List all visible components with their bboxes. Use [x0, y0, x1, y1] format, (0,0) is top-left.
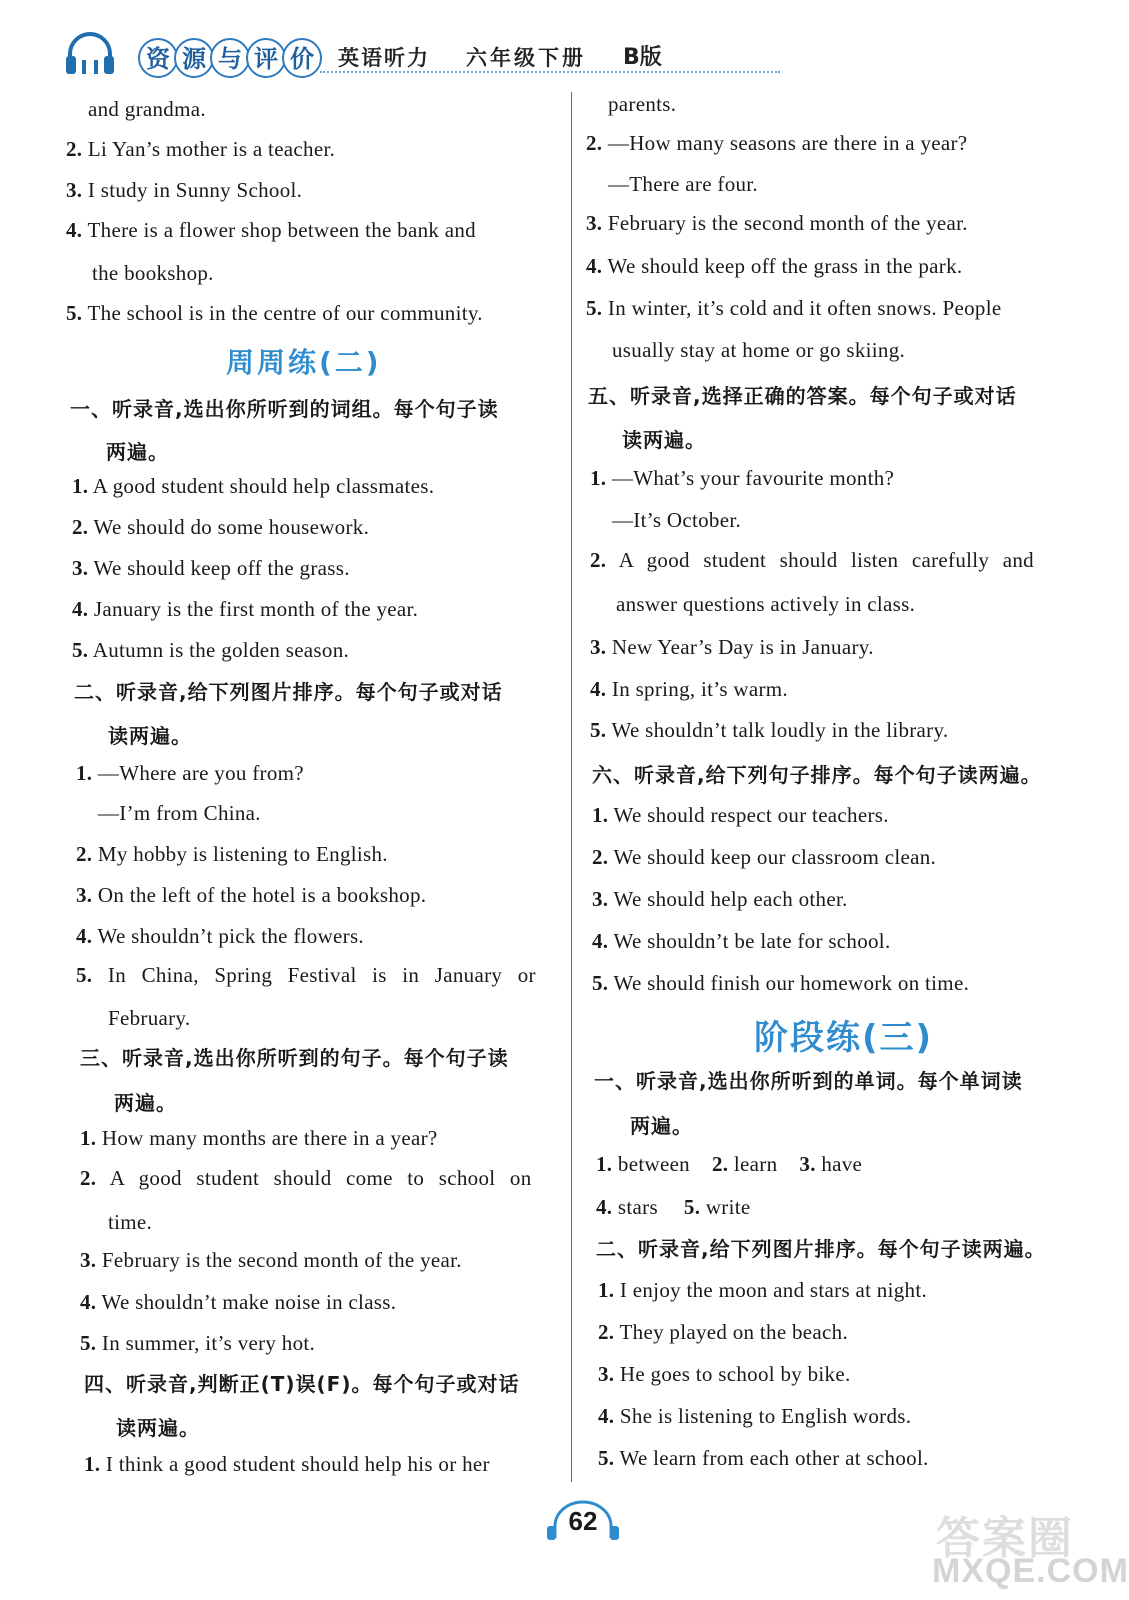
- item-text: January is the first month of the year.: [93, 597, 419, 621]
- item-number: 4.: [586, 254, 603, 278]
- item-number: 1.: [596, 1152, 613, 1176]
- list-item: [72, 515, 369, 540]
- list-item: [616, 592, 915, 617]
- item-text: In China, Spring Festival is in January or: [107, 963, 536, 987]
- brand-char: 评: [246, 38, 286, 78]
- item-text: The school is in the centre of our community.: [87, 301, 483, 325]
- list-item: [590, 466, 894, 491]
- headphones-icon: [64, 30, 116, 78]
- section-heading: 读两遍。: [116, 1416, 200, 1440]
- item-text: They played on the beach.: [619, 1320, 849, 1344]
- item-text: have: [821, 1152, 863, 1176]
- word-row: [596, 1195, 751, 1220]
- item-number: 1.: [84, 1452, 101, 1476]
- section-heading: 一、听录音,选出你所听到的词组。每个句子读: [70, 397, 499, 421]
- list-item: [586, 296, 1001, 321]
- section-heading: 两遍。: [114, 1091, 177, 1115]
- item-number: 2.: [586, 131, 603, 155]
- list-item: [598, 1320, 848, 1345]
- item-text: There is a flower shop between the bank and: [87, 218, 476, 242]
- list-item: [76, 761, 304, 786]
- item-number: 1.: [80, 1126, 97, 1150]
- list-item: [608, 92, 676, 117]
- item-number: 1.: [72, 474, 89, 498]
- list-item: [586, 254, 962, 279]
- column-divider: [571, 92, 572, 1482]
- item-number: 2.: [76, 842, 93, 866]
- list-item: [592, 971, 969, 996]
- list-item: [80, 1166, 532, 1191]
- item-number: 4.: [76, 924, 93, 948]
- item-number: 5.: [80, 1331, 97, 1355]
- item-text: In spring, it’s warm.: [611, 677, 788, 701]
- item-number: 1.: [590, 466, 607, 490]
- list-item: [108, 1210, 152, 1235]
- list-item: [592, 929, 891, 954]
- header-edition: B版: [623, 45, 662, 70]
- item-text: Autumn is the golden season.: [92, 638, 350, 662]
- item-number: 2.: [590, 548, 607, 572]
- item-number: 3.: [592, 887, 609, 911]
- item-number: 2.: [80, 1166, 97, 1190]
- brand-logo: [138, 38, 318, 78]
- list-item: [608, 172, 758, 197]
- item-text: stars: [617, 1195, 658, 1219]
- item-text: time.: [108, 1210, 153, 1234]
- item-text: We should keep off the grass in the park.: [607, 254, 963, 278]
- section-heading: 四、听录音,判断正(T)误(F)。每个句子或对话: [84, 1372, 520, 1396]
- list-item: [612, 338, 905, 363]
- section-heading: 二、听录音,给下列图片排序。每个句子或对话: [74, 680, 503, 704]
- list-item: [76, 963, 536, 988]
- item-text: A good student should help classmates.: [92, 474, 435, 498]
- item-number: 3.: [72, 556, 89, 580]
- list-item: [598, 1362, 851, 1387]
- item-number: 2.: [66, 137, 83, 161]
- list-item: [586, 211, 968, 236]
- brand-char: 源: [174, 38, 214, 78]
- item-number: 5.: [66, 301, 83, 325]
- item-number: 5.: [592, 971, 609, 995]
- item-number: 1.: [76, 761, 93, 785]
- item-text: I think a good student should help his or her: [105, 1452, 490, 1476]
- item-text: —It’s October.: [612, 508, 742, 532]
- list-item: [108, 1006, 190, 1031]
- page-number-badge: [545, 1498, 621, 1542]
- list-item: [590, 718, 948, 743]
- item-text: We shouldn’t make noise in class.: [101, 1290, 397, 1314]
- section-title: 阶段练(三): [754, 1018, 934, 1058]
- item-text: My hobby is listening to English.: [97, 842, 388, 866]
- item-number: 3.: [76, 883, 93, 907]
- item-text: the bookshop.: [92, 261, 214, 285]
- list-item: [72, 638, 349, 663]
- list-item: [84, 1452, 490, 1477]
- item-text: I study in Sunny School.: [87, 178, 303, 202]
- item-text: write: [705, 1195, 751, 1219]
- page-header: [0, 0, 1105, 85]
- item-number: 4.: [80, 1290, 97, 1314]
- item-text: We should finish our homework on time.: [613, 971, 970, 995]
- list-item: [76, 883, 426, 908]
- list-item: [80, 1290, 396, 1315]
- list-item: [590, 677, 788, 702]
- item-number: 3.: [66, 178, 83, 202]
- header-divider: [320, 71, 780, 73]
- item-number: 5.: [586, 296, 603, 320]
- list-item: [592, 845, 936, 870]
- watermark-symbols: 答案圈: [936, 1513, 1074, 1564]
- list-item: [80, 1126, 438, 1151]
- brand-char: 资: [138, 38, 178, 78]
- list-item: [590, 548, 1034, 573]
- item-text: usually stay at home or go skiing.: [612, 338, 906, 362]
- item-text: We shouldn’t be late for school.: [613, 929, 891, 953]
- item-number: 2.: [711, 1152, 729, 1176]
- list-item: [72, 556, 350, 581]
- item-text: We should keep our classroom clean.: [613, 845, 937, 869]
- section-heading: 五、听录音,选择正确的答案。每个句子或对话: [588, 384, 1017, 408]
- item-text: —How many seasons are there in a year?: [607, 131, 968, 155]
- item-number: 3.: [799, 1152, 816, 1176]
- item-number: 4.: [596, 1195, 613, 1219]
- brand-char: 与: [210, 38, 250, 78]
- item-number: 2.: [598, 1320, 615, 1344]
- item-text: She is listening to English words.: [619, 1404, 912, 1428]
- list-item: [72, 597, 418, 622]
- item-text: A good student should listen carefully and: [618, 548, 1034, 572]
- list-item: [80, 1248, 462, 1273]
- section-heading: 一、听录音,选出你所听到的单词。每个单词读: [594, 1069, 1023, 1093]
- item-number: 3.: [586, 211, 603, 235]
- list-item: [592, 887, 848, 912]
- item-number: 1.: [592, 803, 609, 827]
- list-item: [66, 301, 483, 326]
- list-item: [590, 635, 874, 660]
- item-number: 3.: [590, 635, 607, 659]
- section-heading: 读两遍。: [108, 724, 192, 748]
- brand-char: 价: [282, 38, 322, 78]
- item-number: 4.: [598, 1404, 615, 1428]
- list-item: [76, 842, 388, 867]
- item-text: In winter, it’s cold and it often snows. People: [607, 296, 1002, 320]
- section-heading: 二、听录音,给下列图片排序。每个句子读两遍。: [596, 1237, 1046, 1261]
- item-text: On the left of the hotel is a bookshop.: [97, 883, 427, 907]
- item-text: —I’m from China.: [98, 801, 261, 825]
- item-number: 3.: [80, 1248, 97, 1272]
- item-text: February is the second month of the year.: [607, 211, 968, 235]
- item-number: 5.: [590, 718, 607, 742]
- item-text: I enjoy the moon and stars at night.: [619, 1278, 927, 1302]
- item-text: answer questions actively in class.: [616, 592, 916, 616]
- page-number: 62: [568, 1506, 598, 1536]
- list-item: [598, 1446, 929, 1471]
- list-item: [612, 508, 741, 533]
- header-subject: 英语听力: [338, 46, 430, 70]
- item-text: We should respect our teachers.: [613, 803, 889, 827]
- list-item: [80, 1331, 315, 1356]
- section-title: 周周练(二): [226, 346, 382, 379]
- word-row: [596, 1152, 862, 1177]
- watermark-text: MXQE.COM: [932, 1552, 1129, 1590]
- section-heading: 两遍。: [630, 1114, 693, 1138]
- section-heading: 两遍。: [106, 440, 169, 464]
- item-text: February.: [108, 1006, 191, 1030]
- section-heading: 三、听录音,选出你所听到的句子。每个句子读: [80, 1046, 509, 1070]
- item-text: between: [617, 1152, 690, 1176]
- item-number: 5.: [76, 963, 93, 987]
- item-text: and grandma.: [88, 97, 206, 121]
- item-number: 2.: [592, 845, 609, 869]
- item-number: 5.: [683, 1195, 701, 1219]
- section-heading: 读两遍。: [622, 428, 706, 452]
- item-number: 5.: [598, 1446, 615, 1470]
- item-text: —There are four.: [608, 172, 758, 196]
- item-number: 4.: [72, 597, 89, 621]
- list-item: [76, 924, 364, 949]
- list-item: [586, 131, 967, 156]
- item-text: We should help each other.: [613, 887, 848, 911]
- item-number: 4.: [592, 929, 609, 953]
- item-text: A good student should come to school on: [109, 1166, 532, 1190]
- item-number: 4.: [66, 218, 83, 242]
- item-text: February is the second month of the year.: [101, 1248, 462, 1272]
- section-heading: 六、听录音,给下列句子排序。每个句子读两遍。: [592, 763, 1042, 787]
- item-text: In summer, it’s very hot.: [101, 1331, 316, 1355]
- item-text: —What’s your favourite month?: [611, 466, 895, 490]
- item-text: We shouldn’t talk loudly in the library.: [611, 718, 949, 742]
- item-number: 2.: [72, 515, 89, 539]
- list-item: [592, 803, 889, 828]
- list-item: [92, 261, 214, 286]
- list-item: [72, 474, 434, 499]
- item-text: He goes to school by bike.: [619, 1362, 851, 1386]
- list-item: [66, 178, 302, 203]
- item-text: learn: [733, 1152, 778, 1176]
- item-number: 1.: [598, 1278, 615, 1302]
- item-text: —Where are you from?: [97, 761, 304, 785]
- list-item: [598, 1278, 927, 1303]
- list-item: [598, 1404, 911, 1429]
- list-item: [66, 218, 476, 243]
- list-item: [88, 97, 206, 122]
- item-text: How many months are there in a year?: [101, 1126, 438, 1150]
- list-item: [98, 801, 261, 826]
- item-text: We should do some housework.: [93, 515, 370, 539]
- watermark: [932, 1506, 1129, 1594]
- list-item: [66, 137, 335, 162]
- item-text: parents.: [608, 92, 677, 116]
- item-number: 5.: [72, 638, 89, 662]
- item-number: 4.: [590, 677, 607, 701]
- item-text: We shouldn’t pick the flowers.: [97, 924, 364, 948]
- item-text: Li Yan’s mother is a teacher.: [87, 137, 336, 161]
- item-text: We learn from each other at school.: [619, 1446, 929, 1470]
- item-text: New Year’s Day is in January.: [611, 635, 874, 659]
- item-text: We should keep off the grass.: [93, 556, 350, 580]
- item-number: 3.: [598, 1362, 615, 1386]
- header-grade: 六年级下册: [466, 46, 586, 70]
